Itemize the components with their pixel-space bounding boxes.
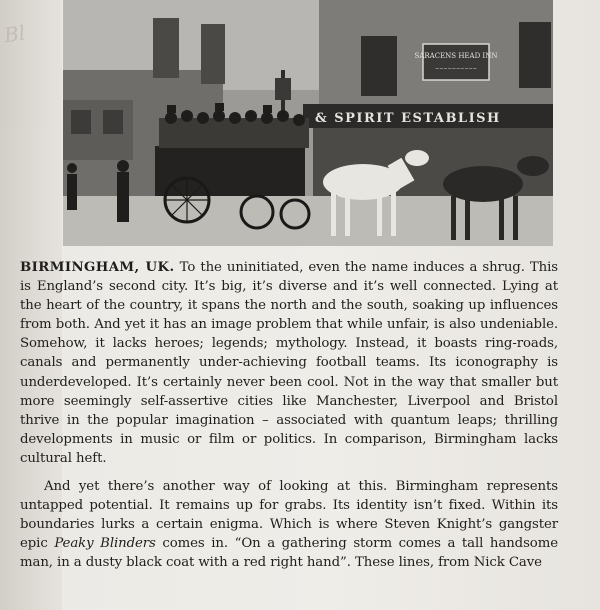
paragraph-1-text: To the uninitiated, even the name induces a shrug. This is England’s second city. It’s big, it’s diverse and it’s well connected. Lying at the heart of the country, it spans the north and the south, soaking up influences from both. And yet it has an image problem that while unfair, is also undeniable. Somehow, it lacks heroes; legends; mythology. Instead, it boasts ring-roads, canals and permanently under-achieving football teams. Its iconography is underdeveloped. It’s certainly never been cool. Not in the way that smaller but more seemingly self-assertive cities like Manchester, Liverpool and Bristol thrive in the popular imagination – associated with quantum leaps; thrilling developments in music or film or politics. In comparison, Birmingham lacks cultural heft. [20, 260, 558, 466]
paragraph-2-start: And yet there’s another way of looking at this. Birmingham represents untapped potential. It remains up for grabs. Its identity isn’t fixed. Within its boundaries lurks a certain enigma. Which is where Steven Knight’s gangster epic [20, 479, 558, 552]
horse-coach-scene [63, 0, 553, 246]
paragraph-2-end: comes in. “On a gathering storm comes a tall handsome man, in a dusty black coat with a red right hand”. These lines, from Nick Cave [20, 536, 558, 571]
inn-sign-text: SARACENS HEAD INN [414, 52, 498, 60]
article-body [20, 258, 558, 573]
dateline: BIRMINGHAM, UK. [20, 260, 175, 275]
svg-text:~~~~~~~~~~: ~~~~~~~~~~ [435, 66, 477, 72]
show-title: Peaky Blinders [54, 536, 156, 552]
article-paragraph [20, 477, 558, 572]
historic-photograph [63, 0, 553, 246]
shop-fascia-text: & SPIRIT ESTABLISH [315, 111, 501, 126]
bleed-through-script: Bl [2, 20, 27, 48]
article-paragraph [20, 258, 558, 468]
